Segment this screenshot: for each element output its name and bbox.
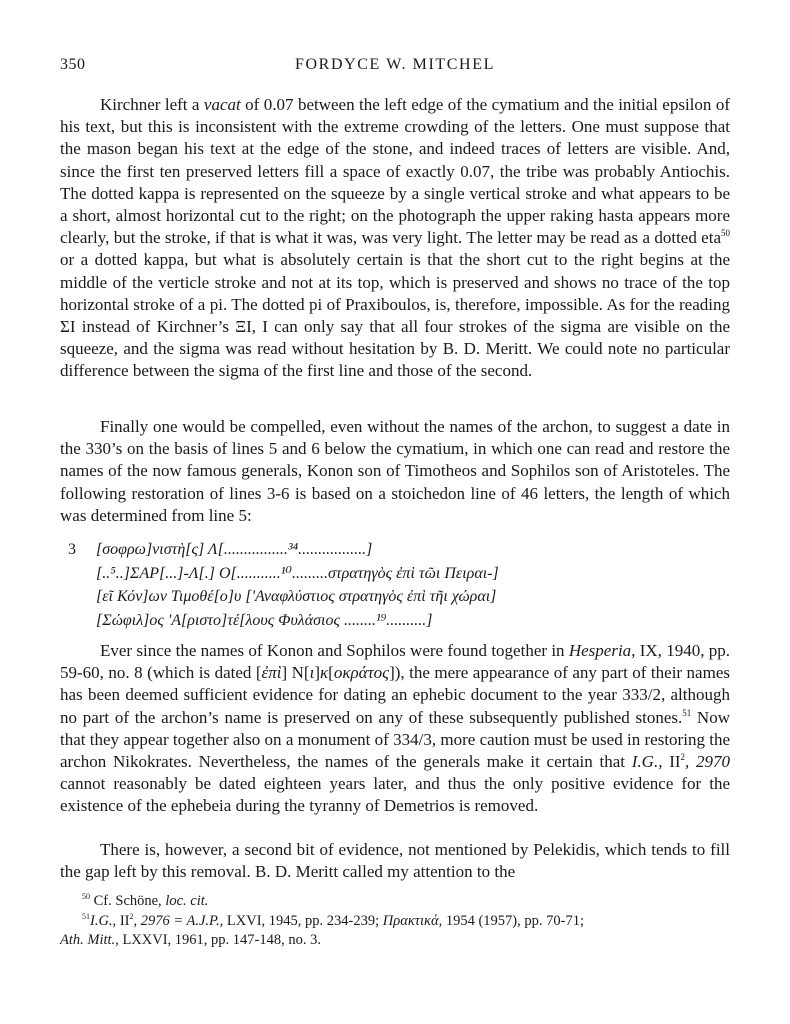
footnote-ref-51: 51	[682, 707, 692, 718]
running-title: FORDYCE W. MITCHEL	[295, 56, 495, 73]
text-italic: , 2970	[685, 752, 731, 772]
text-span: ] N[	[281, 663, 310, 683]
footnote-italic: I.G.,	[90, 912, 117, 929]
footnote-number: 51	[82, 911, 90, 921]
paragraph-1	[60, 94, 730, 383]
text-italic: I.G.,	[631, 752, 663, 772]
footnote-text: II	[116, 912, 130, 929]
inscription-line	[60, 585, 730, 609]
footnote-51	[60, 912, 730, 932]
paragraph-3	[60, 640, 730, 818]
inscription-block	[60, 538, 730, 632]
footnote-text: Cf. Schöne,	[90, 893, 166, 909]
text-span: , I can only say that all four strokes of the sigma are visible on the squeeze, and the sigma was read without hesitation by B. D. Meritt. We could note no particular difference between the sigma of the first line and those of the second.	[60, 317, 730, 381]
footnote-italic: Ath. Mitt.,	[60, 932, 119, 948]
superscript: 2	[680, 752, 686, 763]
inscription-text: [Σώφιλ]ος 'Α[ριστο]τέ[λους Φυλάσιος ........¹⁹..........]	[96, 611, 433, 629]
text-span: IX, 1940, pp. 59-60, no. 8 (which is dated [	[60, 641, 730, 683]
footnote-text: 1954 (1957), pp. 70-71;	[442, 912, 584, 929]
text-span: Kirchner left a	[100, 95, 204, 114]
text-italic: Hesperia,	[568, 641, 636, 660]
text-span: Now that they appear together also on a monument of 334/3, more caution must be used in restoring the archon Nikokrates. Nevertheless, the names of the generals make it certain that	[60, 707, 730, 772]
inscription-line	[60, 609, 730, 633]
greek-text: ι	[309, 663, 315, 683]
inscription-text: [εῖ Κόν]ων Τιμοθέ[ο]υ ['Αναφλύστιος στρατηγὸς ἐπὶ τῆι χώραι]	[96, 588, 497, 605]
text-span: II	[662, 752, 681, 772]
inscription-line-number: 3	[68, 541, 76, 558]
greek-text: οκράτος	[333, 663, 390, 683]
text-span: or a dotted kappa, but what is absolutely certain is that the short cut to the right begins at the middle of the verticle stroke and not at its top, which is preserved and shows no trace of the top horizontal stroke of a pi. The dotted pi of Praxiboulos, is, therefore, impossible. As for the reading	[60, 250, 730, 314]
footnote-italic: loc. cit.	[165, 893, 209, 909]
footnote-italic: Πρακτικά,	[382, 912, 443, 929]
text-span: ]	[314, 663, 320, 683]
text-span: instead of Kirchner’s	[75, 317, 236, 337]
paragraph-4	[60, 839, 730, 883]
inscription-line	[60, 562, 730, 586]
page-number: 350	[60, 56, 86, 73]
footnote-ref-50: 50	[721, 228, 730, 239]
paragraph-2	[60, 416, 730, 527]
running-head	[60, 56, 730, 78]
text-span: of 0.07 between the left edge of the cymatium and the initial epsilon of his text, but this is inconsistent with the extreme crowding of the letters. One must suppose that the mason began his text at the edge of the stone, and indeed traces of letters are visible. And, since the first ten preserved letters fill a space of exactly 0.07, the tribe was probably Antiochis. The dotted kappa is represented on the squeeze by a single vertical stroke and what appears to be a short, almost horizontal cut to the right; on the photograph the upper raking hasta appears more clearly, but the stroke, if that is what it was, was very light. The letter may be read as a dotted eta	[60, 95, 730, 248]
greek-text: κ	[319, 663, 329, 683]
text-span: ]), the mere appearance of any part of their names has been deemed sufficient evidence for dating an ephebic document to the year 333/2, although no part of the archon’s name is preserved on any of these subsequently published stones.	[60, 663, 730, 727]
text-span: cannot reasonably be dated eighteen years later, and thus the only positive evidence for the existence of the ephebeia during the tyranny of Demetrios is removed.	[60, 774, 730, 816]
text-italic: vacat	[203, 95, 241, 114]
footnote-51-continued	[60, 931, 730, 951]
superscript: 2	[129, 911, 134, 921]
footnotes	[60, 892, 730, 951]
paragraph-text: Finally one would be compelled, even without the names of the archon, to suggest a date in the 330’s on the basis of lines 5 and 6 below the cymatium, in which one can read and restore the names of the now famous generals, Konon son of Timotheos and Sophilos son of Aristoteles. The following restoration of lines 3-6 is based on a stoichedon line of 46 letters, the length of which was determined from line 5:	[60, 417, 730, 525]
paragraph-text: There is, however, a second bit of evidence, not mentioned by Pelekidis, which tends to fill the gap left by this removal. B. D. Meritt called my attention to the	[60, 840, 730, 882]
inscription-text: [σοφρω]νιστὴ[ς] Λ[................³⁴.................]	[96, 541, 373, 558]
xi-glyph: ΞΙ	[235, 317, 252, 337]
text-span: Ever since the names of Konon and Sophilos were found together in	[100, 641, 569, 660]
inscription-text: [..⁵..]ΣΑΡ[...]-Λ[.] Ο[...........¹⁰.........στρατηγὸς ἐπὶ τῶι Πειραι-]	[96, 564, 499, 582]
footnote-text: LXVI, 1945, pp. 234-239;	[223, 912, 383, 929]
text-span: [	[328, 663, 334, 683]
sigma-glyph: ΣΙ	[60, 317, 76, 337]
footnote-text: LXXVI, 1961, pp. 147-148, no. 3.	[118, 932, 321, 948]
footnote-number: 50	[82, 892, 90, 901]
inscription-line	[60, 538, 730, 562]
greek-text: ἐπὶ	[261, 663, 282, 683]
footnote-50	[60, 892, 730, 912]
footnote-italic: , 2976 = A.J.P.,	[133, 912, 224, 929]
